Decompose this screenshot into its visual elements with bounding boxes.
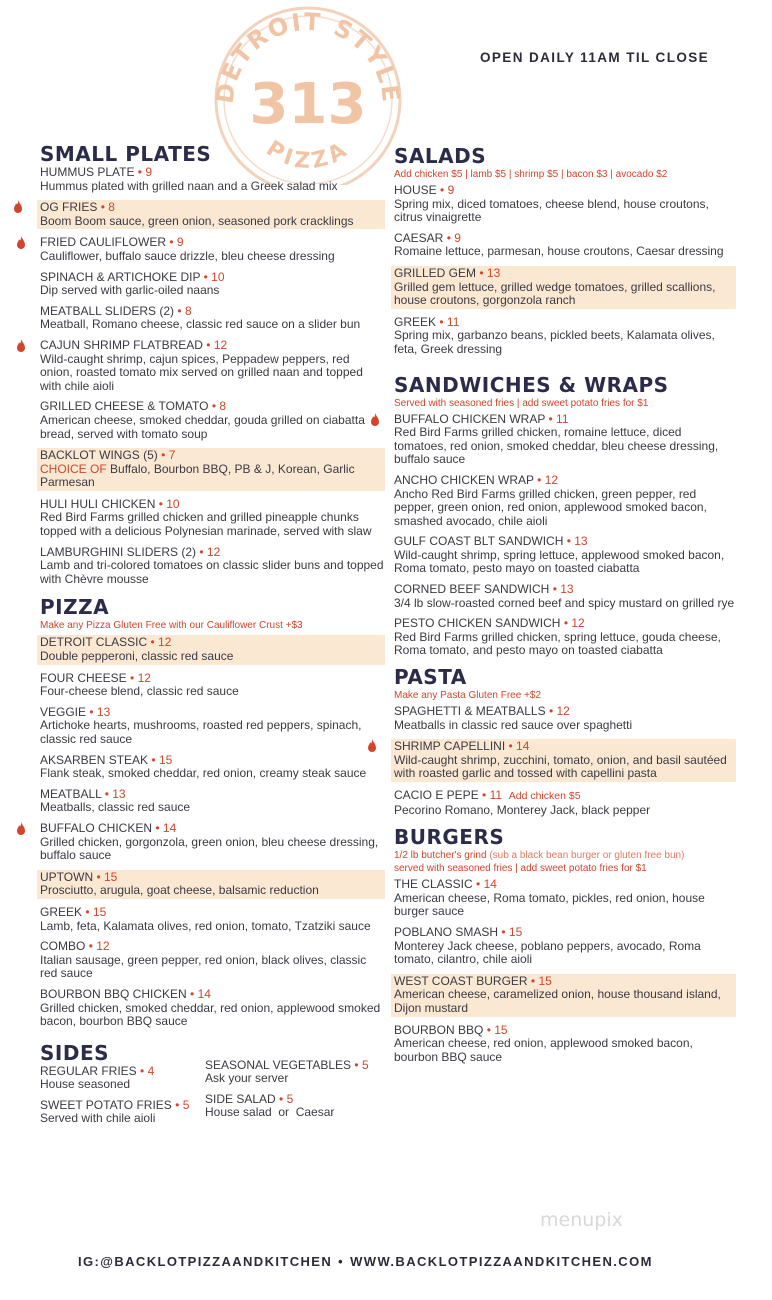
menu-item: THE CLASSIC • 14 American cheese, Roma tomato, pickles, red onion, house burger sauce xyxy=(394,877,705,919)
menu-item-highlighted: OG FRIES • 8 Boom Boom sauce, green onion, seasoned pork cracklings xyxy=(37,200,385,229)
instagram-handle: IG:@BACKLOTPIZZAANDKITCHEN xyxy=(78,1254,333,1269)
menu-item: BUFFALO CHICKEN WRAP • 11 Red Bird Farms grilled chicken, romaine lettuce, diced tomatoes, red onion, smoked cheddar, bleu cheese dressing, buffalo sauce xyxy=(394,413,736,467)
sides-section xyxy=(40,1041,385,1133)
menu-item-highlighted: UPTOWN • 15 Prosciutto, arugula, goat cheese, balsamic reduction xyxy=(37,870,385,899)
section-title-small-plates: SMALL PLATES xyxy=(40,142,212,166)
pizza-note: Make any Pizza Gluten Free with our Cauliflower Crust +$3 xyxy=(40,620,303,632)
burgers-note-2: served with seasoned fries | add sweet potato fries for $1 xyxy=(394,863,647,875)
website-url: WWW.BACKLOTPIZZAANDKITCHEN.COM xyxy=(350,1254,653,1269)
flame-icon xyxy=(370,413,380,427)
menu-item-highlighted: DETROIT CLASSIC • 12 Double pepperoni, classic red sauce xyxy=(37,635,385,664)
section-title-pasta: PASTA xyxy=(394,665,467,690)
section-title-pizza: PIZZA xyxy=(40,595,110,620)
menu-item: REGULAR FRIES • 4 House seasoned xyxy=(40,1063,155,1092)
menu-item: POBLANO SMASH • 15 Monterey Jack cheese, poblano peppers, avocado, Roma tomato, cilantro, chile aioli xyxy=(394,924,701,967)
menu-item: BOURBON BBQ CHICKEN • 14 Grilled chicken, smoked cheddar, red onion, applewood smoked bacon, bourbon BBQ sauce xyxy=(40,986,381,1029)
section-title-sandwiches: SANDWICHES & WRAPS xyxy=(394,372,669,397)
menu-item: BUFFALO CHICKEN • 14 Grilled chicken, gorgonzola, green onion, bleu cheese dressing, buffalo sauce xyxy=(40,822,385,863)
section-title-sides: SIDES xyxy=(40,1040,110,1065)
menu-item: VEGGIE • 13 Artichoke hearts, mushrooms, roasted red peppers, spinach, classic red sauce xyxy=(40,704,362,746)
stamp-top-text: DETROIT STYLE xyxy=(210,7,406,106)
menu-item: ANCHO CHICKEN WRAP • 12 Ancho Red Bird Farms grilled chicken, green pepper, red pepper, green onion, red onion, applewood smoked bacon, smashed avocado, chile aioli xyxy=(394,472,707,528)
stamp-bottom-text: PIZZA xyxy=(261,136,355,175)
menu-item: AKSARBEN STEAK • 15 Flank steak, smoked cheddar, red onion, creamy steak sauce xyxy=(40,752,367,781)
menu-item: GREEK • 11 Spring mix, garbanzo beans, pickled beets, Kalamata olives, feta, Greek dressing xyxy=(394,314,715,356)
footer-separator: • xyxy=(338,1254,345,1269)
burgers-note: 1/2 lb butcher's grind (sub a black bean burger or gluten free bun) xyxy=(394,850,685,862)
menu-item: SEASONAL VEGETABLES • 5 Ask your server xyxy=(205,1057,369,1086)
menu-item: SPAGHETTI & MEATBALLS • 12 Meatballs in classic red sauce over spaghetti xyxy=(394,704,633,732)
small-plates-section xyxy=(40,142,385,586)
menu-item-highlighted: WEST COAST BURGER • 15 American cheese, caramelized onion, house thousand island, Dijon mustard xyxy=(391,974,736,1017)
menu-item: HUMMUS PLATE • 9 Hummus plated with grilled naan and a Greek salad mix xyxy=(40,165,338,193)
flame-icon xyxy=(16,339,26,353)
stamp-number: 313 xyxy=(249,72,367,137)
menu-item: GREEK • 15 Lamb, feta, Kalamata olives, red onion, tomato, Tzatziki sauce xyxy=(40,904,371,933)
pasta-section xyxy=(394,665,736,817)
burgers-section xyxy=(394,825,736,1064)
menu-item: BOURBON BBQ • 15 American cheese, red onion, applewood smoked bacon, bourbon BBQ sauce xyxy=(394,1022,693,1064)
menu-item: FRIED CAULIFLOWER • 9 Cauliflower, buffalo sauce drizzle, bleu cheese dressing xyxy=(40,236,385,263)
sandwiches-section xyxy=(394,373,736,659)
section-title-burgers: BURGERS xyxy=(394,825,505,850)
menu-item: CACIO E PEPE • 11 Add chicken $5 Pecorino Romano, Monterey Jack, black pepper xyxy=(394,788,651,817)
left-column xyxy=(40,142,385,1133)
menu-item: CAJUN SHRIMP FLATBREAD • 12 Wild-caught shrimp, cajun spices, Peppadew peppers, red onion, roasted tomato mix served on grilled naan and topped with chile aioli xyxy=(40,339,385,393)
section-title-salads: SALADS xyxy=(394,144,487,168)
menu-item-highlighted: BACKLOT WINGS (5) • 7 CHOICE OF Buffalo, Bourbon BBQ, PB & J, Korean, Garlic Parmesan xyxy=(37,448,385,491)
menu-item: CORNED BEEF SANDWICH • 13 3/4 lb slow-roasted corned beef and spicy mustard on grilled rye xyxy=(394,582,735,610)
salad-addons: Add chicken $5 | lamb $5 | shrimp $5 | bacon $3 | avocado $2 xyxy=(394,169,668,180)
menu-item: SIDE SALAD • 5 House salad or Caesar xyxy=(205,1091,335,1120)
pasta-note: Make any Pasta Gluten Free +$2 xyxy=(394,690,542,702)
right-column xyxy=(394,144,736,1071)
menu-item: GULF COAST BLT SANDWICH • 13 Wild-caught shrimp, spring lettuce, applewood smoked bacon, Roma tomato, pesto mayo on toasted ciabatta xyxy=(394,534,725,576)
flame-icon xyxy=(367,739,377,753)
pizza-section xyxy=(40,595,385,1028)
menu-item: HOUSE • 9 Spring mix, diced tomatoes, cheese blend, house croutons, citrus vinaigrette xyxy=(394,183,709,225)
menu-item-highlighted: SHRIMP CAPELLINI • 14 Wild-caught shrimp, zucchini, tomato, onion, and basil sautéed with roasted garlic and tossed with capellini pasta xyxy=(391,739,736,782)
menu-item: MEATBALL • 13 Meatballs, classic red sauce xyxy=(40,786,191,815)
menu-item: LAMBURGHINI SLIDERS (2) • 12 Lamb and tri-colored tomatoes on classic slider buns and topped with Chèvre mousse xyxy=(40,544,384,586)
menu-item: COMBO • 12 Italian sausage, green pepper, red onion, black olives, classic red sauce xyxy=(40,939,367,981)
flame-icon xyxy=(16,236,26,250)
footer xyxy=(78,1254,653,1269)
salads-section xyxy=(394,144,736,357)
menu-item: PESTO CHICKEN SANDWICH • 12 Red Bird Farms grilled chicken, spring lettuce, gouda cheese, Roma tomato, and pesto mayo on toasted ciabatta xyxy=(394,616,721,658)
menu-item: FOUR CHEESE • 12 Four-cheese blend, classic red sauce xyxy=(40,670,239,699)
menu-item-highlighted: GRILLED GEM • 13 Grilled gem lettuce, grilled wedge tomatoes, grilled scallions, house croutons, gorgonzola ranch xyxy=(391,266,736,309)
menu-item: MEATBALL SLIDERS (2) • 8 Meatball, Romano cheese, classic red sauce on a slider bun xyxy=(40,303,361,332)
menu-item: SWEET POTATO FRIES • 5 Served with chile aioli xyxy=(40,1097,190,1126)
menu-item: HULI HULI CHICKEN • 10 Red Bird Farms grilled chicken and grilled pineapple chunks topped with a delicious Polynesian marinade, served with slaw xyxy=(40,496,372,539)
menu-item: GRILLED CHEESE & TOMATO • 8 American cheese, smoked cheddar, gouda grilled on ciabatta bread, served with tomato soup xyxy=(40,399,365,441)
menu-item: SPINACH & ARTICHOKE DIP • 10 Dip served with garlic-oiled naans xyxy=(40,269,225,298)
menu-item: CAESAR • 9 Romaine lettuce, parmesan, house croutons, Caesar dressing xyxy=(394,230,724,259)
flame-icon xyxy=(13,200,23,214)
hours-banner: OPEN DAILY 11AM TIL CLOSE xyxy=(480,50,710,65)
flame-icon xyxy=(16,822,26,836)
sandwiches-note: Served with seasoned fries | add sweet potato fries for $1 xyxy=(394,397,649,409)
watermark: menupix xyxy=(540,1209,623,1231)
